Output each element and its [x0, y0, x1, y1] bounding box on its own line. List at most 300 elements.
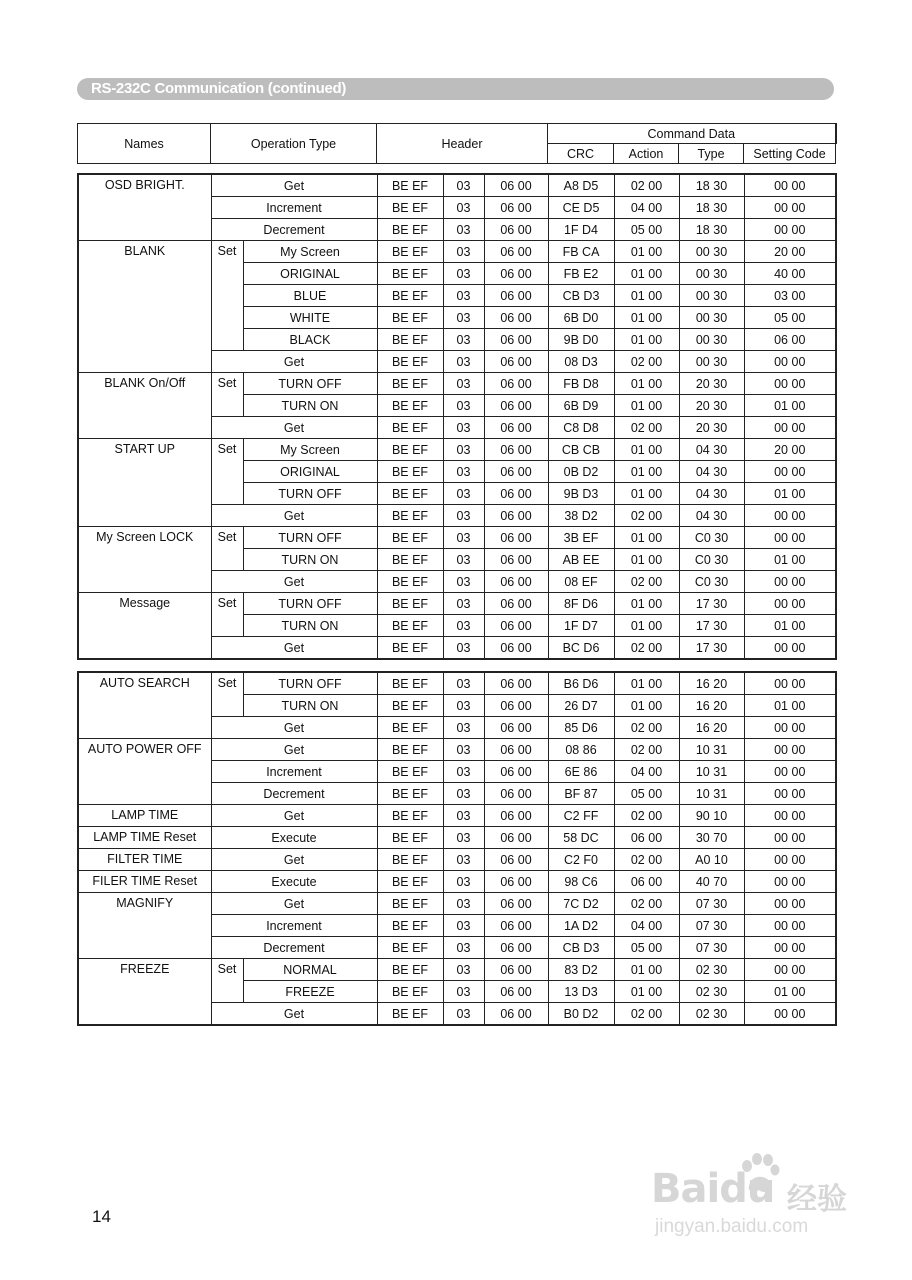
cell-crc: CB D3 [548, 285, 614, 307]
cell-action: 02 00 [614, 174, 679, 197]
cell-type: 02 30 [679, 1003, 744, 1026]
cell-op: TURN ON [243, 615, 377, 637]
cell-header-3: 06 00 [484, 981, 548, 1003]
cell-action: 02 00 [614, 351, 679, 373]
cell-setting-code: 00 00 [744, 805, 836, 827]
cell-crc: B6 D6 [548, 672, 614, 695]
cell-action: 01 00 [614, 593, 679, 615]
cell-header-3: 06 00 [484, 174, 548, 197]
command-table-1 [77, 173, 837, 660]
cell-setting-code: 00 00 [744, 219, 836, 241]
cell-crc: A8 D5 [548, 174, 614, 197]
cell-setting-code: 00 00 [744, 761, 836, 783]
cell-setting-code: 20 00 [744, 241, 836, 263]
cell-type: 02 30 [679, 959, 744, 981]
cell-header-1: BE EF [377, 197, 443, 219]
cell-header-3: 06 00 [484, 893, 548, 915]
cell-crc: 6E 86 [548, 761, 614, 783]
cell-setting-code: 40 00 [744, 263, 836, 285]
cell-name: My Screen LOCK [78, 527, 211, 593]
cell-header-3: 06 00 [484, 1003, 548, 1026]
cell-action: 02 00 [614, 739, 679, 761]
cell-header-1: BE EF [377, 805, 443, 827]
cell-header-2: 03 [443, 549, 484, 571]
cell-op: Increment [211, 197, 377, 219]
cell-set: Set [211, 439, 243, 505]
cell-action: 01 00 [614, 329, 679, 351]
cell-type: 00 30 [679, 285, 744, 307]
cell-op: Get [211, 739, 377, 761]
cell-action: 02 00 [614, 417, 679, 439]
cell-op: Get [211, 717, 377, 739]
cell-crc: 08 EF [548, 571, 614, 593]
cell-header-1: BE EF [377, 1003, 443, 1026]
cell-action: 01 00 [614, 461, 679, 483]
cell-header-3: 06 00 [484, 241, 548, 263]
cell-crc: 13 D3 [548, 981, 614, 1003]
cell-action: 01 00 [614, 307, 679, 329]
cell-header-3: 06 00 [484, 937, 548, 959]
cell-name: BLANK On/Off [78, 373, 211, 439]
cell-action: 01 00 [614, 672, 679, 695]
watermark-brand: Baidu [651, 1166, 775, 1212]
cell-header-2: 03 [443, 505, 484, 527]
cell-crc: 85 D6 [548, 717, 614, 739]
cell-header-1: BE EF [377, 219, 443, 241]
cell-setting-code: 00 00 [744, 527, 836, 549]
cell-header-3: 06 00 [484, 197, 548, 219]
cell-type: 16 20 [679, 695, 744, 717]
page-number: 14 [92, 1207, 111, 1226]
cell-header-1: BE EF [377, 483, 443, 505]
cell-op: Get [211, 637, 377, 660]
cell-header-3: 06 00 [484, 783, 548, 805]
cell-header-2: 03 [443, 761, 484, 783]
cell-op: TURN OFF [243, 672, 377, 695]
cell-crc: 83 D2 [548, 959, 614, 981]
cell-name: BLANK [78, 241, 211, 373]
cell-setting-code: 00 00 [744, 893, 836, 915]
cell-header-2: 03 [443, 351, 484, 373]
cell-header-3: 06 00 [484, 461, 548, 483]
cell-op: Decrement [211, 937, 377, 959]
cell-header-3: 06 00 [484, 593, 548, 615]
cell-op: TURN OFF [243, 373, 377, 395]
cell-setting-code: 03 00 [744, 285, 836, 307]
cell-action: 01 00 [614, 615, 679, 637]
cell-type: 04 30 [679, 461, 744, 483]
cell-header-3: 06 00 [484, 505, 548, 527]
cell-type: 40 70 [679, 871, 744, 893]
cell-header-3: 06 00 [484, 871, 548, 893]
cell-header-1: BE EF [377, 871, 443, 893]
cell-header-2: 03 [443, 307, 484, 329]
cell-action: 02 00 [614, 1003, 679, 1026]
cell-header-1: BE EF [377, 505, 443, 527]
cell-crc: B0 D2 [548, 1003, 614, 1026]
cell-op: Get [211, 849, 377, 871]
cell-name: AUTO POWER OFF [78, 739, 211, 805]
header-operation-type: Operation Type [211, 124, 377, 164]
header-header: Header [377, 124, 548, 164]
cell-type: 18 30 [679, 174, 744, 197]
cell-name: AUTO SEARCH [78, 672, 211, 739]
cell-setting-code: 00 00 [744, 197, 836, 219]
cell-crc: 1F D7 [548, 615, 614, 637]
cell-header-2: 03 [443, 197, 484, 219]
table-row [78, 827, 836, 849]
cell-crc: 08 D3 [548, 351, 614, 373]
cell-setting-code: 20 00 [744, 439, 836, 461]
cell-crc: 6B D0 [548, 307, 614, 329]
column-header-table [77, 123, 837, 164]
cell-type: 10 31 [679, 761, 744, 783]
header-command-data: Command Data [548, 124, 836, 144]
cell-header-1: BE EF [377, 893, 443, 915]
cell-crc: 9B D0 [548, 329, 614, 351]
cell-type: 00 30 [679, 307, 744, 329]
cell-header-3: 06 00 [484, 439, 548, 461]
header-action: Action [614, 144, 679, 164]
cell-op: My Screen [243, 439, 377, 461]
cell-type: 00 30 [679, 329, 744, 351]
cell-set: Set [211, 672, 243, 717]
cell-crc: 98 C6 [548, 871, 614, 893]
cell-header-2: 03 [443, 915, 484, 937]
cell-action: 01 00 [614, 373, 679, 395]
table-row [78, 174, 836, 197]
cell-header-2: 03 [443, 893, 484, 915]
cell-header-2: 03 [443, 241, 484, 263]
cell-name: FREEZE [78, 959, 211, 1026]
cell-header-1: BE EF [377, 783, 443, 805]
cell-type: 07 30 [679, 915, 744, 937]
cell-header-2: 03 [443, 615, 484, 637]
cell-setting-code: 00 00 [744, 174, 836, 197]
cell-header-2: 03 [443, 285, 484, 307]
cell-crc: C8 D8 [548, 417, 614, 439]
cell-header-1: BE EF [377, 461, 443, 483]
cell-header-3: 06 00 [484, 329, 548, 351]
cell-crc: FB D8 [548, 373, 614, 395]
cell-header-2: 03 [443, 174, 484, 197]
cell-op: My Screen [243, 241, 377, 263]
cell-crc: C2 FF [548, 805, 614, 827]
table-row [78, 672, 836, 695]
cell-header-2: 03 [443, 739, 484, 761]
table-row [78, 593, 836, 615]
cell-header-1: BE EF [377, 827, 443, 849]
cell-header-2: 03 [443, 219, 484, 241]
cell-header-2: 03 [443, 373, 484, 395]
cell-header-1: BE EF [377, 307, 443, 329]
cell-op: TURN ON [243, 549, 377, 571]
cell-setting-code: 00 00 [744, 637, 836, 660]
cell-header-2: 03 [443, 783, 484, 805]
cell-header-1: BE EF [377, 351, 443, 373]
cell-op: TURN ON [243, 695, 377, 717]
table-row [78, 527, 836, 549]
cell-action: 01 00 [614, 241, 679, 263]
cell-type: 00 30 [679, 351, 744, 373]
cell-header-3: 06 00 [484, 527, 548, 549]
cell-action: 01 00 [614, 527, 679, 549]
cell-header-1: BE EF [377, 615, 443, 637]
cell-type: 04 30 [679, 505, 744, 527]
cell-header-3: 06 00 [484, 285, 548, 307]
cell-type: 17 30 [679, 615, 744, 637]
cell-header-3: 06 00 [484, 739, 548, 761]
cell-type: 16 20 [679, 717, 744, 739]
cell-action: 01 00 [614, 549, 679, 571]
cell-setting-code: 00 00 [744, 672, 836, 695]
cell-type: 90 10 [679, 805, 744, 827]
cell-type: 20 30 [679, 417, 744, 439]
cell-header-2: 03 [443, 849, 484, 871]
cell-header-1: BE EF [377, 761, 443, 783]
cell-type: 00 30 [679, 263, 744, 285]
cell-op: Get [211, 174, 377, 197]
cell-setting-code: 00 00 [744, 783, 836, 805]
cell-header-1: BE EF [377, 937, 443, 959]
cell-op: TURN ON [243, 395, 377, 417]
cell-header-1: BE EF [377, 329, 443, 351]
cell-crc: 1F D4 [548, 219, 614, 241]
cell-type: 02 30 [679, 981, 744, 1003]
cell-action: 06 00 [614, 827, 679, 849]
cell-crc: BF 87 [548, 783, 614, 805]
cell-name: FILTER TIME [78, 849, 211, 871]
cell-type: A0 10 [679, 849, 744, 871]
cell-crc: 3B EF [548, 527, 614, 549]
cell-action: 04 00 [614, 197, 679, 219]
cell-header-3: 06 00 [484, 615, 548, 637]
baidu-watermark [645, 1152, 860, 1242]
cell-type: 00 30 [679, 241, 744, 263]
cell-action: 05 00 [614, 219, 679, 241]
cell-action: 02 00 [614, 637, 679, 660]
cell-header-1: BE EF [377, 439, 443, 461]
cell-action: 01 00 [614, 483, 679, 505]
table-row [78, 849, 836, 871]
cell-setting-code: 00 00 [744, 571, 836, 593]
section-title: RS-232C Communication (continued) [91, 80, 347, 97]
cell-type: C0 30 [679, 549, 744, 571]
cell-header-2: 03 [443, 593, 484, 615]
table-row [78, 959, 836, 981]
cell-op: ORIGINAL [243, 461, 377, 483]
cell-header-3: 06 00 [484, 263, 548, 285]
cell-header-1: BE EF [377, 395, 443, 417]
cell-type: 20 30 [679, 373, 744, 395]
cell-header-2: 03 [443, 527, 484, 549]
table-row [78, 739, 836, 761]
table-row [78, 439, 836, 461]
cell-action: 05 00 [614, 937, 679, 959]
cell-op: Get [211, 351, 377, 373]
cell-setting-code: 00 00 [744, 717, 836, 739]
cell-action: 05 00 [614, 783, 679, 805]
cell-header-1: BE EF [377, 717, 443, 739]
cell-setting-code: 05 00 [744, 307, 836, 329]
cell-header-3: 06 00 [484, 717, 548, 739]
cell-action: 02 00 [614, 717, 679, 739]
cell-header-3: 06 00 [484, 695, 548, 717]
cell-action: 02 00 [614, 571, 679, 593]
cell-crc: 9B D3 [548, 483, 614, 505]
cell-type: 30 70 [679, 827, 744, 849]
cell-op: TURN OFF [243, 527, 377, 549]
cell-op: ORIGINAL [243, 263, 377, 285]
cell-crc: BC D6 [548, 637, 614, 660]
cell-header-1: BE EF [377, 174, 443, 197]
cell-crc: 58 DC [548, 827, 614, 849]
cell-setting-code: 00 00 [744, 871, 836, 893]
cell-type: 16 20 [679, 672, 744, 695]
cell-crc: CB CB [548, 439, 614, 461]
cell-action: 02 00 [614, 849, 679, 871]
cell-header-1: BE EF [377, 571, 443, 593]
cell-header-1: BE EF [377, 959, 443, 981]
cell-header-1: BE EF [377, 241, 443, 263]
cell-header-3: 06 00 [484, 805, 548, 827]
cell-crc: 6B D9 [548, 395, 614, 417]
cell-setting-code: 00 00 [744, 1003, 836, 1026]
header-crc: CRC [548, 144, 614, 164]
cell-action: 02 00 [614, 893, 679, 915]
cell-header-1: BE EF [377, 285, 443, 307]
table-row [78, 871, 836, 893]
table-row [78, 805, 836, 827]
cell-header-1: BE EF [377, 739, 443, 761]
cell-set: Set [211, 959, 243, 1003]
cell-action: 01 00 [614, 981, 679, 1003]
cell-setting-code: 00 00 [744, 959, 836, 981]
cell-header-3: 06 00 [484, 417, 548, 439]
cell-type: 04 30 [679, 439, 744, 461]
cell-op: Get [211, 571, 377, 593]
cell-type: 18 30 [679, 197, 744, 219]
cell-name: LAMP TIME Reset [78, 827, 211, 849]
cell-header-3: 06 00 [484, 761, 548, 783]
cell-header-2: 03 [443, 329, 484, 351]
cell-header-2: 03 [443, 1003, 484, 1026]
cell-action: 01 00 [614, 959, 679, 981]
cell-set: Set [211, 373, 243, 417]
cell-op: Execute [211, 871, 377, 893]
cell-header-2: 03 [443, 981, 484, 1003]
cell-crc: CE D5 [548, 197, 614, 219]
cell-header-3: 06 00 [484, 395, 548, 417]
cell-type: 20 30 [679, 395, 744, 417]
cell-header-2: 03 [443, 937, 484, 959]
cell-setting-code: 00 00 [744, 739, 836, 761]
section-banner [77, 78, 834, 100]
cell-op: TURN OFF [243, 483, 377, 505]
header-names: Names [78, 124, 211, 164]
cell-header-1: BE EF [377, 695, 443, 717]
watermark-cn: 经验 [787, 1183, 847, 1216]
cell-setting-code: 01 00 [744, 549, 836, 571]
cell-setting-code: 01 00 [744, 483, 836, 505]
cell-op: Execute [211, 827, 377, 849]
cell-header-3: 06 00 [484, 549, 548, 571]
cell-crc: 38 D2 [548, 505, 614, 527]
cell-action: 01 00 [614, 285, 679, 307]
cell-op: Increment [211, 915, 377, 937]
cell-header-3: 06 00 [484, 571, 548, 593]
cell-op: Get [211, 893, 377, 915]
cell-action: 01 00 [614, 395, 679, 417]
cell-name: FILER TIME Reset [78, 871, 211, 893]
cell-header-2: 03 [443, 483, 484, 505]
cell-setting-code: 00 00 [744, 461, 836, 483]
cell-op: Increment [211, 761, 377, 783]
cell-action: 06 00 [614, 871, 679, 893]
cell-header-3: 06 00 [484, 351, 548, 373]
cell-op: TURN OFF [243, 593, 377, 615]
cell-crc: 26 D7 [548, 695, 614, 717]
cell-setting-code: 00 00 [744, 849, 836, 871]
cell-crc: 08 86 [548, 739, 614, 761]
cell-setting-code: 00 00 [744, 373, 836, 395]
cell-action: 04 00 [614, 761, 679, 783]
cell-header-2: 03 [443, 417, 484, 439]
cell-setting-code: 01 00 [744, 695, 836, 717]
cell-name: Message [78, 593, 211, 660]
cell-header-1: BE EF [377, 593, 443, 615]
cell-header-1: BE EF [377, 373, 443, 395]
cell-header-2: 03 [443, 717, 484, 739]
cell-header-1: BE EF [377, 527, 443, 549]
cell-header-2: 03 [443, 959, 484, 981]
cell-setting-code: 00 00 [744, 937, 836, 959]
cell-crc: FB CA [548, 241, 614, 263]
cell-name: START UP [78, 439, 211, 527]
cell-crc: CB D3 [548, 937, 614, 959]
cell-header-2: 03 [443, 461, 484, 483]
cell-op: NORMAL [243, 959, 377, 981]
cell-header-3: 06 00 [484, 483, 548, 505]
cell-header-1: BE EF [377, 915, 443, 937]
cell-header-1: BE EF [377, 417, 443, 439]
cell-setting-code: 00 00 [744, 417, 836, 439]
cell-header-2: 03 [443, 637, 484, 660]
cell-action: 04 00 [614, 915, 679, 937]
cell-header-1: BE EF [377, 263, 443, 285]
cell-op: Get [211, 505, 377, 527]
cell-header-2: 03 [443, 263, 484, 285]
cell-setting-code: 01 00 [744, 395, 836, 417]
table-row [78, 893, 836, 915]
cell-header-2: 03 [443, 695, 484, 717]
cell-crc: 1A D2 [548, 915, 614, 937]
cell-header-3: 06 00 [484, 373, 548, 395]
cell-header-2: 03 [443, 672, 484, 695]
header-setting-code: Setting Code [744, 144, 836, 164]
cell-setting-code: 00 00 [744, 593, 836, 615]
cell-type: 18 30 [679, 219, 744, 241]
cell-op: BLACK [243, 329, 377, 351]
cell-type: 07 30 [679, 893, 744, 915]
cell-header-1: BE EF [377, 637, 443, 660]
table-row [78, 373, 836, 395]
cell-header-3: 06 00 [484, 849, 548, 871]
cell-crc: FB E2 [548, 263, 614, 285]
cell-setting-code: 00 00 [744, 505, 836, 527]
cell-crc: 8F D6 [548, 593, 614, 615]
cell-action: 01 00 [614, 439, 679, 461]
